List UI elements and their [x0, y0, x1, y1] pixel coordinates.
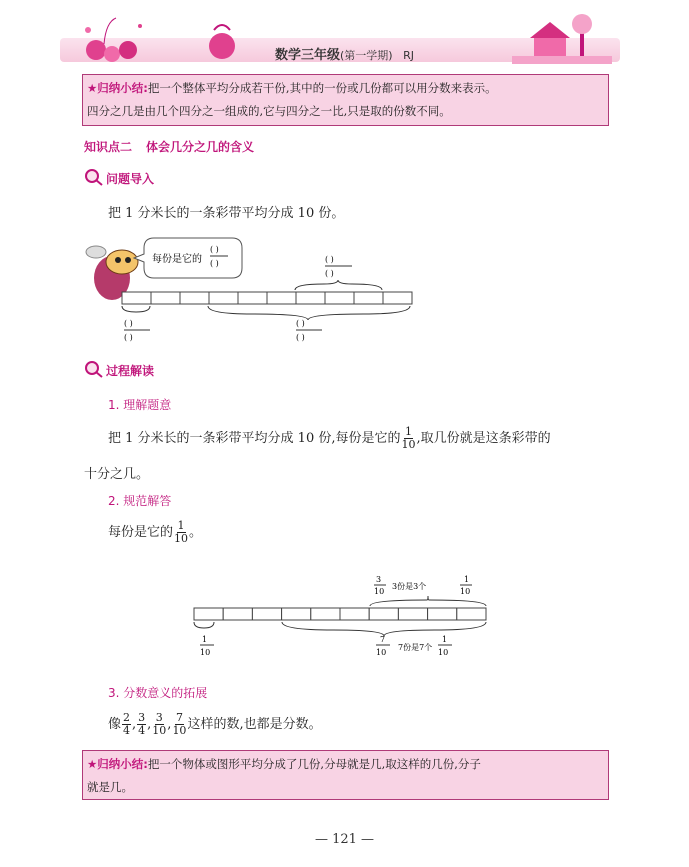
top-blank-den: ( ) — [325, 269, 334, 278]
magnifier-icon — [84, 360, 104, 378]
speech-text: 每份是它的 — [152, 254, 202, 265]
ribbon-segment — [428, 608, 457, 620]
top-frac2-den: 10 — [460, 587, 471, 596]
ribbon-bar — [194, 608, 486, 620]
ribbon-segment — [223, 608, 252, 620]
top-frac-den: 10 — [374, 587, 385, 596]
ribbon-segment — [340, 608, 369, 620]
ribbon-segment — [311, 608, 340, 620]
fraction: $\frac{3}{4}$ — [138, 711, 146, 737]
page-number: — 121 — — [314, 832, 375, 847]
bottom-label-text: 7份是7个 — [398, 643, 433, 652]
intro-heading: 问题导入 — [106, 172, 155, 186]
bottom-blank-num: ( ) — [296, 319, 305, 328]
top-frac2-num: 1 — [464, 575, 470, 584]
top-label-text: 3份是3个 — [392, 582, 427, 591]
fraction: $\frac{1}{10}$ — [174, 519, 189, 545]
speech-blank-den: ( ) — [210, 259, 219, 268]
fraction: $\frac{1}{10}$ — [401, 425, 416, 451]
left-blank-den: ( ) — [124, 333, 133, 342]
ribbon-segment — [383, 292, 412, 304]
left-frac-den: 10 — [200, 648, 211, 657]
fraction: $\frac{3}{10}$ — [152, 711, 167, 737]
ribbon-segment — [369, 608, 398, 620]
bottom-frac2-den: 10 — [438, 648, 449, 657]
bottom-blank-den: ( ) — [296, 333, 305, 342]
ribbon-segment — [122, 292, 151, 304]
left-blank-num: ( ) — [124, 319, 133, 328]
ribbon-segment — [457, 608, 486, 620]
ribbon-segment — [238, 292, 267, 304]
speech-blank-num: ( ) — [210, 245, 219, 254]
ribbon-segment — [398, 608, 427, 620]
step1-text: 把 1 分米长的一条彩带平均分成 10 份,每份是它的 $\frac{1}{10}$ ,取几份就是这条彩带的 — [108, 425, 551, 451]
ribbon-segment — [325, 292, 354, 304]
bottom-frac-den: 10 — [376, 648, 387, 657]
step2-text: 每份是它的 $\frac{1}{10}$ 。 — [108, 519, 203, 545]
fraction: $\frac{7}{10}$ — [172, 711, 187, 737]
summary-box-bottom: ★归纳小结:把一个物体或图形平均分成了几份,分母就是几,取这样的几份,分子 就是几。 — [82, 750, 609, 800]
page-header-title: 数学三年级(第一学期) RJ — [274, 48, 415, 63]
ribbon-figure-1 — [82, 228, 422, 348]
ribbon-segment — [151, 292, 180, 304]
summary-box-top: ★归纳小结:把一个整体平均分成若干份,其中的一份或几份都可以用分数来表示。 四分之几是由几个四分之一组成的,它与四分之一比,只是取的份数不同。 — [82, 74, 609, 126]
step3-text: 像 $\frac{2}{4}$ , $\frac{3}{4}$ , $\frac{3}{10}$ , $\frac{7}{10}$ 这样的数,也都是分数。 — [108, 711, 322, 737]
top-frac-num: 3 — [376, 575, 382, 584]
ribbon-segment — [252, 608, 281, 620]
step2-heading: 2. 规范解答 — [108, 494, 172, 508]
ribbon-segment — [209, 292, 238, 304]
ribbon-bar — [122, 292, 412, 304]
ribbon-segment — [354, 292, 383, 304]
ribbon-segment — [282, 608, 311, 620]
ribbon-segment — [296, 292, 325, 304]
step1-text-cont: 十分之几。 — [84, 467, 150, 482]
fraction: $\frac{2}{4}$ — [123, 711, 131, 737]
process-heading: 过程解读 — [106, 364, 155, 378]
ribbon-segment — [267, 292, 296, 304]
step3-heading: 3. 分数意义的拓展 — [108, 686, 208, 700]
bottom-frac-num: 7 — [380, 635, 386, 644]
ribbon-figure-2 — [188, 570, 498, 666]
left-frac-num: 1 — [202, 635, 208, 644]
top-blank-num: ( ) — [325, 255, 334, 264]
bottom-frac2-num: 1 — [442, 635, 448, 644]
knowledge-point-heading: 知识点二 体会几分之几的含义 — [84, 140, 255, 154]
intro-text: 把 1 分米长的一条彩带平均分成 10 份。 — [108, 206, 345, 221]
ribbon-segment — [180, 292, 209, 304]
ribbon-segment — [194, 608, 223, 620]
magnifier-icon — [84, 168, 104, 186]
step1-heading: 1. 理解题意 — [108, 398, 172, 412]
